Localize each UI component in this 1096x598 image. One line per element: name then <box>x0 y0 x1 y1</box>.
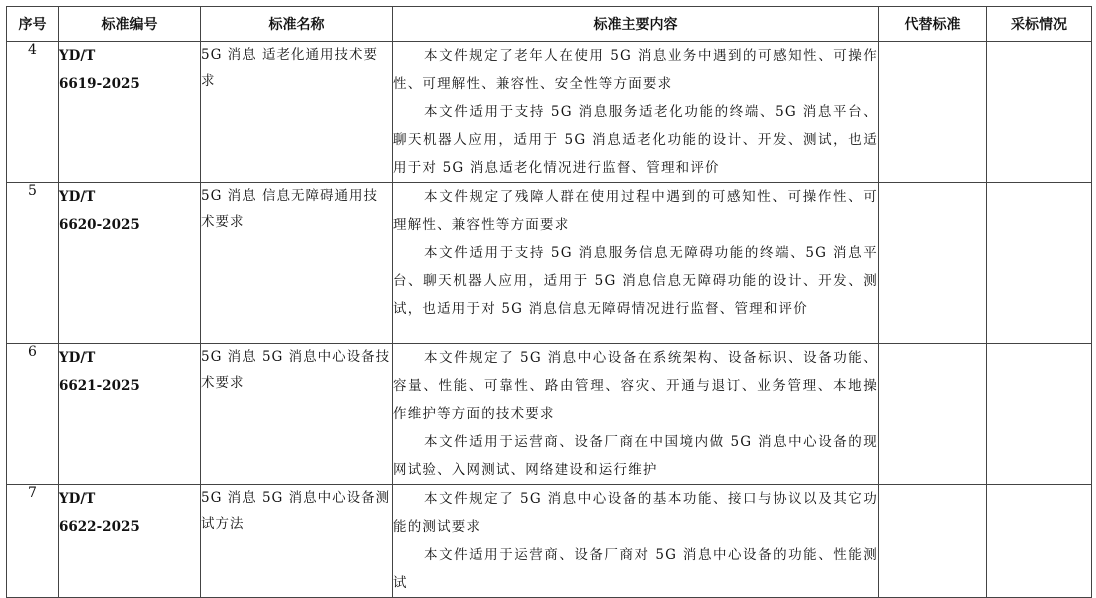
content-scope-paragraph: 本文件规定了残障人群在使用过程中遇到的可感知性、可操作性、可理解性、兼容性等方面要求 <box>393 189 878 233</box>
table-row <box>7 344 1092 485</box>
row-no: 7 <box>7 485 59 598</box>
code-number: 6622-2025 <box>59 519 140 535</box>
content-applicability-paragraph: 本文件适用于支持 5G 消息服务适老化功能的终端、5G 消息平台、聊天机器人应用，适用于 5G 消息适老化功能的设计、开发、测试，也适用于对 5G 消息适老化情况进行监督、管理和评价 <box>393 104 878 176</box>
content-applicability-paragraph: 本文件适用于运营商、设备厂商对 5G 消息中心设备的功能、性能测试 <box>393 547 878 591</box>
content-scope-paragraph: 本文件规定了 5G 消息中心设备在系统架构、设备标识、设备功能、容量、性能、可靠性、路由管理、容灾、开通与退订、业务管理、本地操作维护等方面的技术要求 <box>393 350 878 422</box>
standards-table <box>6 6 1092 598</box>
row-replace <box>879 42 987 183</box>
row-code <box>59 42 201 183</box>
code-prefix: YD/T <box>59 48 96 64</box>
row-name: 5G 消息 5G 消息中心设备技术要求 <box>201 344 393 485</box>
table-row <box>7 485 1092 598</box>
content-scope-paragraph: 本文件规定了 5G 消息中心设备的基本功能、接口与协议以及其它功能的测试要求 <box>393 491 878 535</box>
table-header-row <box>7 7 1092 42</box>
row-adopt <box>987 42 1092 183</box>
row-no: 5 <box>7 183 59 344</box>
table-row <box>7 42 1092 183</box>
code-number: 6621-2025 <box>59 378 140 394</box>
header-adopt: 采标情况 <box>987 7 1092 42</box>
header-no: 序号 <box>7 7 59 42</box>
row-name: 5G 消息 5G 消息中心设备测试方法 <box>201 485 393 598</box>
row-content <box>393 485 879 598</box>
code-prefix: YD/T <box>59 491 96 507</box>
code-prefix: YD/T <box>59 350 96 366</box>
code-number: 6620-2025 <box>59 217 140 233</box>
row-adopt <box>987 183 1092 344</box>
row-adopt <box>987 485 1092 598</box>
table-row <box>7 183 1092 344</box>
code-prefix: YD/T <box>59 189 96 205</box>
row-no: 4 <box>7 42 59 183</box>
content-applicability-paragraph: 本文件适用于运营商、设备厂商在中国境内做 5G 消息中心设备的现网试验、入网测试、网络建设和运行维护 <box>393 434 878 478</box>
row-name: 5G 消息 适老化通用技术要求 <box>201 42 393 183</box>
content-applicability-paragraph: 本文件适用于支持 5G 消息服务信息无障碍功能的终端、5G 消息平台、聊天机器人应用，适用于 5G 消息信息无障碍功能的设计、开发、测试，也适用于对 5G 消息信息无障碍情况进行监督、管理和评价 <box>393 245 878 317</box>
content-scope-paragraph: 本文件规定了老年人在使用 5G 消息业务中遇到的可感知性、可操作性、可理解性、兼容性、安全性等方面要求 <box>393 48 878 92</box>
code-number: 6619-2025 <box>59 76 140 92</box>
row-replace <box>879 344 987 485</box>
row-no: 6 <box>7 344 59 485</box>
row-replace <box>879 485 987 598</box>
row-code <box>59 183 201 344</box>
header-name: 标准名称 <box>201 7 393 42</box>
row-name: 5G 消息 信息无障碍通用技术要求 <box>201 183 393 344</box>
row-content <box>393 42 879 183</box>
row-code <box>59 485 201 598</box>
row-content <box>393 183 879 344</box>
row-adopt <box>987 344 1092 485</box>
row-content <box>393 344 879 485</box>
row-code <box>59 344 201 485</box>
header-content: 标准主要内容 <box>393 7 879 42</box>
header-code: 标准编号 <box>59 7 201 42</box>
row-replace <box>879 183 987 344</box>
header-replace: 代替标准 <box>879 7 987 42</box>
